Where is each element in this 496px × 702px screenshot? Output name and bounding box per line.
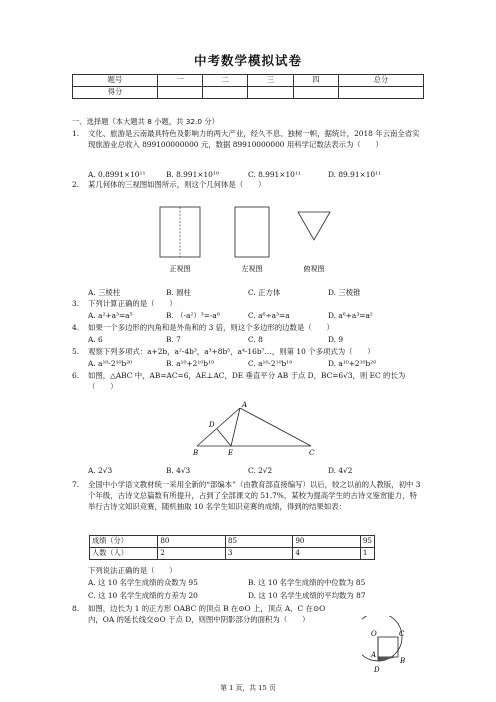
score-table (72, 74, 424, 99)
question-text: 如图，△ABC 中，AB=AC=6，AE⊥AC，DE 垂直平分 AB 于点 D，BC=6√3，则 EC 的长为（ ） (88, 371, 406, 392)
score-input-cell[interactable] (157, 87, 202, 99)
circle-square-figure (362, 616, 422, 678)
option-c[interactable]: C. 2√2 (248, 466, 273, 475)
grades-cell: 人数（人） (90, 548, 158, 560)
point-b-label: B (400, 657, 406, 665)
option-c[interactable]: C. a⁶÷a³=a (248, 311, 290, 320)
score-header-cell: 四 (293, 75, 338, 87)
question-text: 下列计算正确的是（ ） (88, 299, 177, 308)
grades-cell: 1 (360, 548, 374, 560)
option-d[interactable]: D. a¹⁰+2¹⁰b²⁰ (328, 359, 377, 368)
question-8 (72, 603, 342, 625)
score-input-cell[interactable] (293, 87, 338, 99)
option-d[interactable]: D. 三棱锥 (328, 288, 361, 297)
grades-table (89, 535, 375, 560)
point-a-label: A (371, 651, 377, 659)
question-2 (72, 179, 424, 190)
option-c[interactable]: C. 正方体 (248, 288, 281, 297)
option-b[interactable]: B. 7 (166, 335, 181, 344)
question-1 (72, 128, 424, 150)
point-c-label: C (309, 449, 315, 457)
question-text: 下列说法正确的是（ ） (88, 566, 177, 575)
grades-row-count (90, 548, 375, 560)
question-number: 8. (72, 604, 80, 613)
score-header-cell: 题号 (73, 75, 158, 87)
question-5 (72, 346, 424, 357)
point-a-label: A (242, 401, 248, 409)
point-c-label: C (399, 630, 405, 638)
option-c[interactable]: C. 这 10 名学生成绩的方差为 20 (88, 591, 198, 600)
question-7-prompt (72, 565, 424, 576)
score-header-cell: 总分 (339, 75, 424, 87)
question-number: 3. (72, 299, 80, 308)
segment-ab (197, 408, 240, 446)
question-number: 1. (72, 129, 80, 138)
question-4 (72, 322, 424, 333)
score-table-header-row (73, 75, 424, 87)
question-number: 4. (72, 323, 80, 332)
grades-cell: 2 (158, 548, 226, 560)
triangle-figure (185, 398, 335, 460)
question-3 (72, 298, 424, 309)
option-a[interactable]: A. 三棱柱 (88, 288, 121, 297)
option-a[interactable]: A. 0.8991×10¹¹ (88, 170, 146, 179)
question-text: 如图，边长为 1 的正方形 OABC 的顶点 B 在⊙O 上，顶点 A、C 在⊙O 内，OA 的延长线交⊙O 于点 D，则图中阴影部分的面积为（ ） (88, 604, 326, 625)
question-text: 文化、旅游是云南最具特色及影响力的两大产业，经久不息、独树一帜，据统计，2018 年云南全省实现旅游业总收入 899100000000 元，数据 89910000000 用科学记数法表示为（ ） (88, 129, 420, 150)
page-footer: 第 1 页，共 15 页 (220, 684, 276, 692)
point-d-label: D (374, 666, 380, 674)
front-view-label: 正视图 (169, 265, 191, 273)
grades-cell: 3 (225, 548, 293, 560)
option-a[interactable]: A. 6 (88, 335, 103, 344)
grades-cell: 4 (293, 548, 361, 560)
top-view-triangle (298, 212, 330, 240)
score-row-label: 得分 (73, 87, 158, 99)
three-views-figure (150, 200, 350, 280)
score-input-cell[interactable] (203, 87, 248, 99)
question-number: 7. (72, 480, 80, 489)
point-d-label: D (209, 421, 215, 429)
option-b[interactable]: B. 圆柱 (166, 288, 191, 297)
question-text: 某几何体的三视图如图所示，则这个几何体是（ ） (88, 180, 266, 189)
score-input-cell[interactable] (248, 87, 293, 99)
score-header-cell: 二 (203, 75, 248, 87)
score-header-cell: 三 (248, 75, 293, 87)
option-c[interactable]: C. 8.991×10¹¹ (248, 170, 301, 179)
side-view-label: 左视图 (241, 265, 263, 273)
grades-cell: 85 (225, 536, 293, 548)
question-number: 2. (72, 180, 80, 189)
grades-cell: 80 (158, 536, 226, 548)
option-a[interactable]: A. 2√3 (88, 466, 113, 475)
option-a[interactable]: A. 这 10 名学生成绩的众数为 95 (88, 578, 198, 587)
side-view-rect (235, 207, 269, 257)
segment-ac (240, 408, 311, 446)
question-text: 全国中小学语文教材统一采用全新的“部编本”（由教育部直接编写）以后，较之以前的人教版，初中 3 个年级，古诗文总篇数有所提升，占到了全部课文的 51.7%，某校为提高学生的古诗文鉴赏能力，特举行古诗文知识竞赛，随机抽取 10 名学生知识竞赛的成绩，得到的结果如表： (88, 480, 421, 512)
circle-o (362, 616, 402, 661)
score-header-cell: 一 (157, 75, 202, 87)
option-b[interactable]: B. 8.991×10¹⁰ (166, 170, 219, 179)
option-a[interactable]: A. a¹⁰-2¹⁰b²⁰ (88, 359, 133, 368)
option-d[interactable]: D. a⁶+a³=a² (328, 311, 373, 320)
point-b-label: B (193, 449, 199, 457)
point-o-label: O (371, 630, 377, 638)
question-number: 5. (72, 347, 80, 356)
question-text: 如果一个多边形的内角和是外角和的 3 倍，则这个多边形的边数是（ ） (88, 323, 334, 332)
option-d[interactable]: D. 9 (328, 335, 344, 344)
option-b[interactable]: B. a¹⁰+2¹⁰b¹⁹ (166, 359, 214, 368)
grades-cell: 95 (360, 536, 374, 548)
option-c[interactable]: C. a¹⁰-2¹⁰b¹⁹ (248, 359, 293, 368)
option-d[interactable]: D. 这 10 名学生成绩的平均数为 87 (248, 591, 366, 600)
score-input-cell[interactable] (339, 87, 424, 99)
grades-cell: 成绩（分） (90, 536, 158, 548)
point-e-label: E (228, 449, 234, 457)
question-6 (72, 370, 424, 392)
option-d[interactable]: D. 89.91×10¹¹ (328, 170, 382, 179)
option-d[interactable]: D. 4√2 (328, 466, 353, 475)
grades-cell: 90 (293, 536, 361, 548)
page-title: 中考数学模拟试卷 (193, 53, 302, 68)
grades-row-score (90, 536, 375, 548)
option-b[interactable]: B. 这 10 名学生成绩的中位数为 85 (248, 578, 366, 587)
shaded-region (378, 657, 398, 661)
segment-ae (231, 408, 240, 446)
top-view-label: 俯视图 (303, 265, 325, 273)
question-number: 6. (72, 371, 80, 380)
option-b[interactable]: B. （-a²）³=-a⁶ (166, 311, 220, 320)
score-table-score-row (73, 87, 424, 99)
section-heading: 一、选择题（本大题共 8 小题，共 32.0 分） (72, 117, 219, 126)
option-c[interactable]: C. 8 (248, 335, 263, 344)
segment-de (217, 429, 231, 446)
option-a[interactable]: A. a²+a³=a⁵ (88, 311, 133, 320)
option-b[interactable]: B. 4√3 (166, 466, 191, 475)
question-7 (72, 479, 424, 512)
question-text: 观察下列多项式：a+2b，a²-4b³，a³+8b⁵，a⁴-16b⁷…，则第 10 个多项式为（ ） (88, 347, 375, 356)
